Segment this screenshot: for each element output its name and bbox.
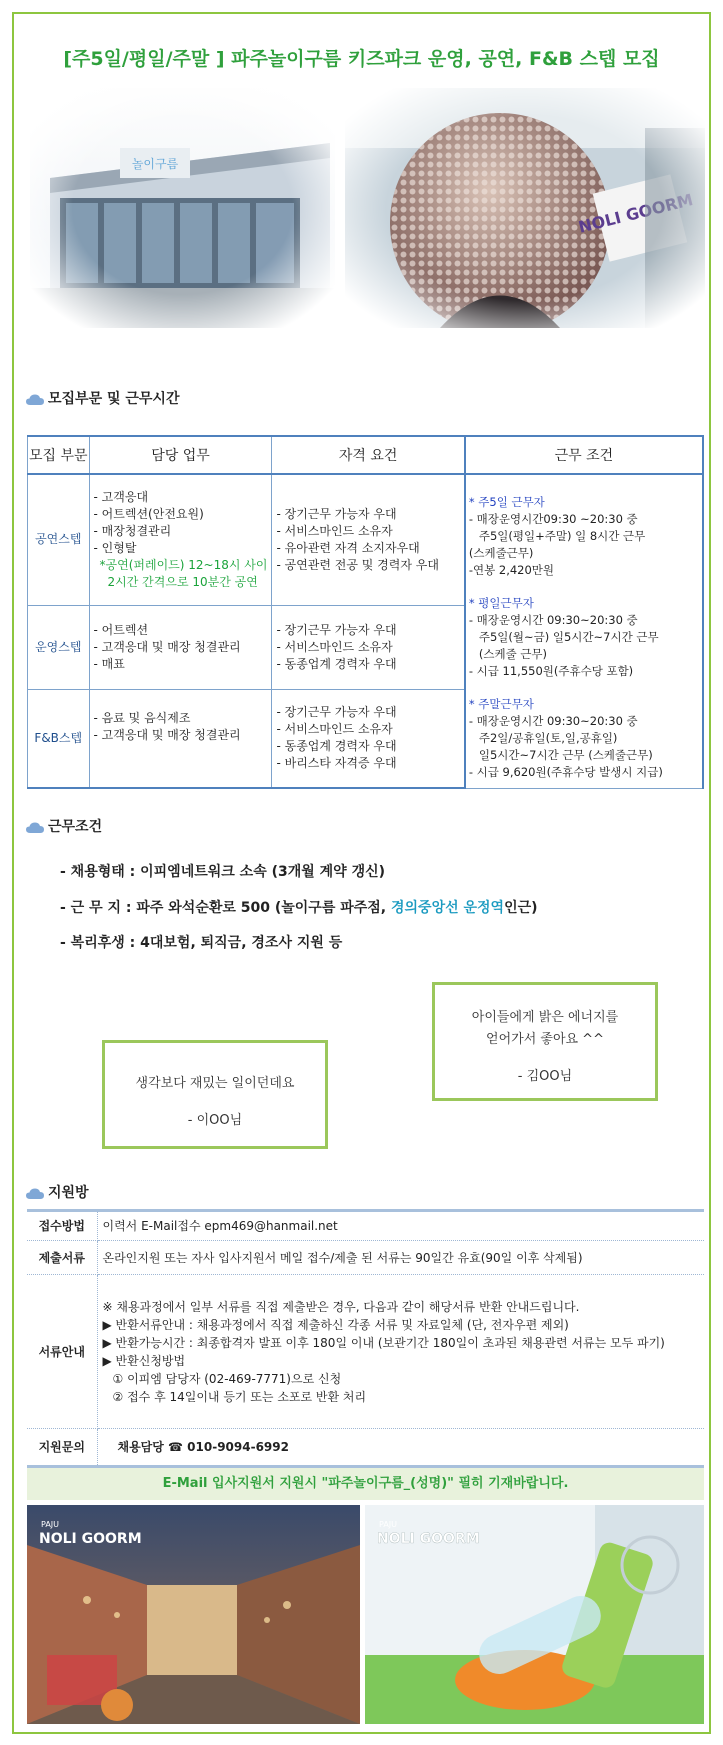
guide-line: ※ 채용과정에서 일부 서류를 직접 제출받은 경우, 다음과 같이 해당서류 반환 안내드립니다. bbox=[102, 1299, 580, 1314]
qualification-item: - 바리스타 자격증 우대 bbox=[276, 756, 397, 771]
condition-line: (스케줄 근무) bbox=[478, 647, 548, 661]
section-apply-title: 지원방 bbox=[48, 1185, 89, 1201]
duties-cell bbox=[89, 605, 272, 689]
apply-docs-label: 제출서류 bbox=[27, 1241, 97, 1275]
qualification-item: - 동종업계 경력자 우대 bbox=[276, 739, 397, 754]
qualifications-cell bbox=[272, 605, 465, 689]
review-quote: 아이들에게 밝은 에너지를 bbox=[471, 1010, 619, 1025]
guide-line: ② 접수 후 14일이내 등기 또는 소포로 반환 처리 bbox=[112, 1389, 367, 1404]
paju-small-text: PAJU bbox=[41, 1520, 59, 1529]
email-notice-banner: E-Mail 입사지원서 지원시 "파주놀이구름_(성명)" 필히 기재바랍니다. bbox=[27, 1468, 704, 1500]
recruit-table bbox=[27, 435, 704, 789]
apply-method-value[interactable]: 이력서 E-Mail접수 epm469@hanmail.net bbox=[97, 1211, 704, 1241]
condition-group-title: * 주5일 근무자 bbox=[468, 495, 545, 509]
noli-goorm-logo-text: NOLI GOORM bbox=[377, 1531, 480, 1547]
welfare: - 복리후생 : 4대보험, 퇴직금, 경조사 지원 등 bbox=[60, 935, 343, 951]
cloud-icon bbox=[26, 822, 44, 833]
condition-line: 일5시간~7시간 근무 (스케줄근무) bbox=[478, 748, 653, 762]
review-author: - 김OO님 bbox=[517, 1069, 573, 1084]
table-row bbox=[27, 1275, 704, 1429]
qualification-item: - 동종업계 경력자 우대 bbox=[276, 656, 397, 671]
condition-line: -연봉 2,420만원 bbox=[468, 563, 555, 577]
section-recruit-title: 모집부문 및 근무시간 bbox=[48, 391, 180, 407]
slide-photo bbox=[365, 1505, 704, 1724]
qualification-item: - 장기근무 가능자 우대 bbox=[276, 506, 397, 521]
condition-line: - 매장운영시간 09:30~20:30 중 bbox=[468, 714, 638, 728]
qualifications-cell bbox=[272, 689, 465, 788]
section-apply-heading bbox=[26, 1182, 89, 1202]
duty-item: - 고객응대 bbox=[93, 489, 149, 504]
duty-item: - 매장청결관리 bbox=[93, 523, 172, 538]
apply-docs-value: 온라인지원 또는 자사 입사지원서 메일 접수/제출 된 서류는 90일간 유효(90일 이후 삭제됨) bbox=[97, 1241, 704, 1275]
header-qualifications: 자격 요건 bbox=[272, 436, 465, 474]
work-location bbox=[60, 897, 538, 917]
page-title: [주5일/평일/주말 ] 파주놀이구름 키즈파크 운영, 공연, F&B 스텝 모집 bbox=[63, 48, 660, 70]
dept-cell: F&B스텝 bbox=[28, 689, 90, 788]
dept-cell: 공연스텝 bbox=[28, 474, 90, 605]
guide-line: ▶ 반환가능시간 : 최종합격자 발표 이후 180일 이내 (보관기간 180일이 초과된 채용관련 서류는 모두 파기) bbox=[102, 1335, 665, 1350]
duty-item: - 고객응대 및 매장 청결관리 bbox=[93, 639, 241, 654]
qualification-item: - 서비스마인드 소유자 bbox=[276, 523, 393, 538]
duty-item: - 고객응대 및 매장 청결관리 bbox=[93, 727, 241, 742]
apply-method-label: 접수방법 bbox=[27, 1211, 97, 1241]
recruit-table-header bbox=[28, 436, 704, 474]
cloud-icon bbox=[26, 394, 44, 405]
duties-cell bbox=[89, 689, 272, 788]
qualification-item: - 장기근무 가능자 우대 bbox=[276, 705, 397, 720]
paju-small-text: PAJU bbox=[379, 1520, 397, 1529]
guide-line: ▶ 반환서류안내 : 채용과정에서 직접 제출하신 각종 서류 및 자료일체 (단, 전자우편 제외) bbox=[102, 1317, 569, 1332]
condition-line: 주2일/공휴일(토,일,공휴일) bbox=[478, 731, 618, 745]
section-conditions-title: 근무조건 bbox=[48, 819, 103, 835]
condition-line: 주5일(월~금) 일5시간~7시간 근무 bbox=[478, 630, 659, 644]
employment-type: - 채용형태 : 이피엠네트워크 소속 (3개월 계약 갱신) bbox=[60, 864, 386, 880]
duty-item: - 매표 bbox=[93, 656, 125, 671]
apply-table bbox=[27, 1209, 704, 1468]
apply-contact-label: 지원문의 bbox=[27, 1429, 97, 1467]
qualification-item: - 장기근무 가능자 우대 bbox=[276, 622, 397, 637]
condition-line: - 시급 9,620원(주휴수당 발생시 지급) bbox=[468, 765, 663, 779]
apply-guide-label: 서류안내 bbox=[27, 1275, 97, 1429]
station-link[interactable]: 경의중앙선 운정역 bbox=[391, 900, 505, 916]
apply-contact-value: 채용담당 ☎ 010-9094-6992 bbox=[117, 1440, 289, 1454]
header-dept: 모집 부문 bbox=[28, 436, 90, 474]
indoor-street-photo bbox=[27, 1505, 360, 1724]
duty-note: *공연(퍼레이드) 12~18시 사이 bbox=[99, 557, 268, 572]
review-author: - 이OO님 bbox=[187, 1113, 243, 1128]
review-quote: 얻어가서 좋아요 ^^ bbox=[486, 1032, 604, 1047]
section-recruit-heading bbox=[26, 388, 179, 408]
condition-group-title: * 평일근무자 bbox=[468, 596, 534, 610]
condition-line: 주5일(평일+주말) 일 8시간 근무 bbox=[478, 529, 646, 543]
apply-guide-value bbox=[97, 1275, 704, 1429]
table-row bbox=[27, 1211, 704, 1241]
table-row bbox=[27, 1429, 704, 1467]
duty-item: - 어트렉션 bbox=[93, 622, 149, 637]
duty-item: - 인형탈 bbox=[93, 540, 137, 555]
location-suffix: 인근) bbox=[504, 900, 538, 916]
review-card bbox=[432, 982, 658, 1101]
qualification-item: - 공연관련 전공 및 경력자 우대 bbox=[276, 557, 439, 572]
duty-note: 2시간 간격으로 10분간 공연 bbox=[107, 574, 258, 589]
guide-line: ▶ 반환신청방법 bbox=[102, 1353, 186, 1368]
building-photo bbox=[30, 88, 335, 328]
table-row bbox=[28, 474, 704, 605]
qualifications-cell bbox=[272, 474, 465, 605]
header-duties: 담당 업무 bbox=[89, 436, 272, 474]
duties-cell bbox=[89, 474, 272, 605]
section-conditions-heading bbox=[26, 816, 102, 836]
duty-item: - 음료 및 음식제조 bbox=[93, 710, 191, 725]
qualification-item: - 서비스마인드 소유자 bbox=[276, 639, 393, 654]
qualification-item: - 서비스마인드 소유자 bbox=[276, 722, 393, 737]
condition-line: - 시급 11,550원(주휴수당 포함) bbox=[468, 664, 634, 678]
header-work-conditions: 근무 조건 bbox=[465, 436, 703, 474]
location-text: - 근 무 지 : 파주 와석순환로 500 (놀이구름 파주점, bbox=[60, 900, 391, 916]
work-conditions-cell bbox=[465, 474, 703, 788]
cloud-icon bbox=[26, 1188, 44, 1199]
duty-item: - 어트렉션(안전요원) bbox=[93, 506, 204, 521]
review-quote: 생각보다 재밌는 일이던데요 bbox=[135, 1076, 295, 1091]
condition-group-title: * 주말근무자 bbox=[468, 697, 534, 711]
noli-goorm-logo-text: NOLI GOORM bbox=[39, 1531, 142, 1547]
condition-line: - 매장운영시간09:30 ~20:30 중 bbox=[468, 512, 638, 526]
review-card bbox=[102, 1040, 328, 1149]
condition-line: (스케줄근무) bbox=[468, 546, 534, 560]
dept-cell: 운영스텝 bbox=[28, 605, 90, 689]
guide-line: ① 이피엠 담당자 (02-469-7771)으로 신청 bbox=[112, 1371, 342, 1386]
sphere-photo bbox=[345, 88, 705, 328]
qualification-item: - 유아관련 자격 소지자우대 bbox=[276, 540, 420, 555]
table-row bbox=[27, 1241, 704, 1275]
condition-line: - 매장운영시간 09:30~20:30 중 bbox=[468, 613, 638, 627]
